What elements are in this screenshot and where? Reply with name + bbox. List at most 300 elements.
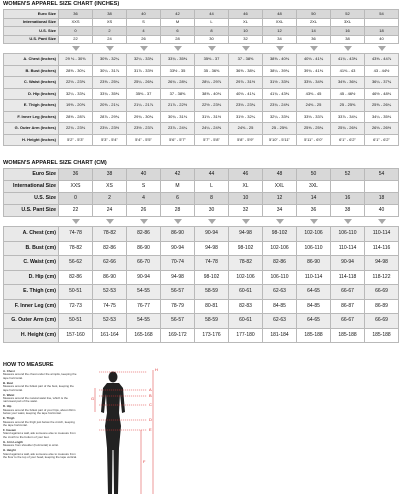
- measurement-cell: 21¼ - 21⅞: [127, 100, 161, 112]
- row-label: International Size: [4, 18, 59, 27]
- measurement-cell: 66-70: [127, 256, 161, 271]
- measurement-row: [4, 100, 399, 112]
- measurement-cell: 30¾ - 31⅛: [161, 111, 195, 123]
- row-label: International Size: [4, 181, 59, 193]
- size-cell: 30: [195, 35, 229, 44]
- size-cell: 28: [161, 35, 195, 44]
- size-cell: 2: [93, 193, 127, 205]
- measurement-cell: 24¼ - 24⅝: [195, 123, 229, 135]
- measurement-row: [4, 241, 399, 256]
- body-shape: [101, 383, 125, 494]
- size-cell: 52: [331, 169, 365, 181]
- figure-letter-label: G: [91, 396, 95, 401]
- measurement-cell: 5'11" - 6'0": [297, 134, 331, 146]
- measurement-row: [4, 77, 399, 89]
- size-cell: 42: [161, 10, 195, 19]
- size-cell: 0: [59, 27, 93, 36]
- row-label: E. Thigh (cm): [4, 285, 59, 300]
- measurement-row: [4, 270, 399, 285]
- measurement-cell: 29⅞ - 31½: [229, 77, 263, 89]
- size-cell: 40: [365, 205, 399, 217]
- measurement-cell: 5'8" - 5'9": [229, 134, 263, 146]
- measurement-cell: 31⅞ - 33½: [127, 65, 161, 77]
- measure-guide-list: [3, 370, 77, 498]
- size-cell: 42: [161, 169, 195, 181]
- header-row: [4, 27, 399, 36]
- measurement-cell: 5'3" - 5'4": [93, 134, 127, 146]
- size-cell: [331, 181, 365, 193]
- down-arrow-icon: [174, 46, 182, 51]
- measurement-cell: 37 - 38⅝: [161, 88, 195, 100]
- measurement-cell: 5'7" - 5'8": [195, 134, 229, 146]
- measure-guide-text: Stand against a wall, ask someone else to measure from the floor to the top of your head, keeping the tape vertical.: [3, 451, 77, 460]
- measure-guide-text: Measure around the fullest part of the bust, keeping the tape horizontal.: [3, 384, 74, 392]
- measurement-cell: 32¼ - 33⅛: [263, 111, 297, 123]
- header-row: [4, 169, 399, 181]
- size-cell: XXL: [263, 181, 297, 193]
- size-cell: 40: [127, 10, 161, 19]
- measurement-cell: 98-102: [229, 241, 263, 256]
- size-cell: 30: [195, 205, 229, 217]
- measurement-cell: 64-65: [297, 285, 331, 300]
- measurement-cell: 82-83: [229, 299, 263, 314]
- figure-letter-label: C: [149, 402, 152, 407]
- measure-guide-text: Measure around the chest under the armpits, keeping the tape horizontal.: [3, 372, 77, 380]
- measurement-cell: 82-86: [93, 241, 127, 256]
- measurement-cell: 33⅛ - 33⅞: [297, 111, 331, 123]
- measurement-cell: 19⅝ - 20⅝: [59, 100, 93, 112]
- measurement-cell: 110-114: [331, 241, 365, 256]
- arrow-row: [4, 217, 399, 227]
- measurement-cell: 6'1" - 6'2": [365, 134, 399, 146]
- measurement-row: [4, 111, 399, 123]
- size-cell: 54: [365, 169, 399, 181]
- size-cell: 38: [93, 10, 127, 19]
- measurement-cell: 76-77: [127, 299, 161, 314]
- measurement-cell: 82-86: [263, 256, 297, 271]
- measurement-cell: 20⅝ - 21¼: [93, 100, 127, 112]
- measurement-cell: 33⅞ - 34¼: [331, 111, 365, 123]
- down-arrow-icon: [106, 219, 114, 224]
- measurement-cell: 56-57: [161, 314, 195, 329]
- down-arrow-icon: [378, 219, 386, 224]
- row-label: B. Bust (cm): [4, 241, 59, 256]
- size-cell: XS: [93, 181, 127, 193]
- down-arrow-icon: [208, 219, 216, 224]
- measurement-cell: 54-55: [127, 314, 161, 329]
- down-arrow-icon: [174, 219, 182, 224]
- size-cell: 48: [263, 10, 297, 19]
- size-cell: 6: [161, 193, 195, 205]
- measurement-cell: 24⅝ - 25: [229, 123, 263, 135]
- measure-guide-title: G. Arm Length: [3, 439, 23, 444]
- size-cell: XXS: [59, 181, 93, 193]
- measurement-cell: 118-122: [365, 270, 399, 285]
- size-cell: 4: [127, 27, 161, 36]
- measurement-cell: 25 - 25⅝: [331, 100, 365, 112]
- measure-guide-title: C. Waist: [3, 392, 15, 397]
- size-cell: 10: [229, 27, 263, 36]
- row-label: H. Height (cm): [4, 328, 59, 343]
- header-row: [4, 18, 399, 27]
- figure-letter-label: A: [149, 387, 152, 392]
- size-cell: 38: [331, 205, 365, 217]
- size-cell: XL: [229, 18, 263, 27]
- measure-guide-item: [3, 405, 77, 415]
- down-arrow-icon: [276, 46, 284, 51]
- size-cell: 24: [93, 35, 127, 44]
- measurement-cell: 102-106: [263, 241, 297, 256]
- measurement-cell: 43⅜ - 44⅞: [365, 54, 399, 66]
- measurement-cell: 28⅞ - 29¾: [93, 111, 127, 123]
- measurement-cell: 38⅝ - 40⅛: [263, 54, 297, 66]
- measurement-cell: 25⅝ - 26¼: [365, 100, 399, 112]
- down-arrow-icon: [72, 219, 80, 224]
- measurement-row: [4, 227, 399, 242]
- inches-size-table: [3, 9, 399, 146]
- measurement-cell: 5'6" - 5'7": [161, 134, 195, 146]
- measurement-cell: 32¼ - 33¾: [127, 54, 161, 66]
- figure-letter-label: B: [149, 393, 152, 398]
- size-cell: 36: [297, 205, 331, 217]
- size-cell: 44: [195, 169, 229, 181]
- measure-guide-item: [3, 417, 77, 427]
- measurement-cell: 28¼ - 29⅞: [195, 77, 229, 89]
- measurement-cell: 23⅝ - 25¼: [93, 77, 127, 89]
- row-label: H. Height (Inches): [4, 134, 59, 146]
- measure-guide-item: [3, 449, 77, 459]
- size-cell: 14: [297, 27, 331, 36]
- measure-guide-item: [3, 370, 77, 380]
- size-cell: 16: [331, 193, 365, 205]
- measurement-cell: 6'1" - 6'2": [331, 134, 365, 146]
- measurement-cell: 45 - 46½: [331, 88, 365, 100]
- measurement-cell: 35⅜ - 37: [127, 88, 161, 100]
- measurement-cell: 78-82: [59, 241, 93, 256]
- size-cell: XXS: [59, 18, 93, 27]
- measurement-cell: 52-53: [93, 285, 127, 300]
- measurement-cell: 26⅛ - 26½: [365, 123, 399, 135]
- size-cell: L: [195, 181, 229, 193]
- size-cell: [365, 18, 399, 27]
- measurement-cell: 31⅛ - 31½: [195, 111, 229, 123]
- measure-guide-text: Measure around the thigh just below the crotch, keeping the tape horizontal.: [3, 419, 75, 428]
- measurement-row: [4, 256, 399, 271]
- measurement-cell: 41¾ - 43⅜: [263, 88, 297, 100]
- measure-guide-title: H. Height: [3, 448, 16, 453]
- measurement-cell: 43 - 44½: [365, 65, 399, 77]
- measurement-cell: 74-78: [195, 256, 229, 271]
- size-cell: 4: [127, 193, 161, 205]
- down-arrow-icon: [140, 46, 148, 51]
- measurement-cell: 29 ⅛ - 30⅝: [59, 54, 93, 66]
- size-cell: 52: [331, 10, 365, 19]
- size-cell: 22: [59, 205, 93, 217]
- measurement-cell: 94-98: [365, 256, 399, 271]
- measure-guide-title: E. Thigh: [3, 416, 15, 421]
- size-cell: 16: [331, 27, 365, 36]
- measurement-cell: 66-67: [331, 285, 365, 300]
- measurement-cell: 60-61: [229, 285, 263, 300]
- size-cell: 36: [59, 10, 93, 19]
- size-cell: M: [161, 181, 195, 193]
- measurement-cell: 46½ - 48⅛: [365, 88, 399, 100]
- measurement-cell: 106-110: [297, 241, 331, 256]
- how-to-measure-section: [3, 362, 163, 498]
- down-arrow-icon: [242, 46, 250, 51]
- measurement-cell: 64-65: [297, 314, 331, 329]
- header-row: [4, 181, 399, 193]
- measurement-row: [4, 88, 399, 100]
- measurement-cell: 22⅛ - 23⅝: [59, 77, 93, 89]
- measurement-cell: 106-110: [331, 227, 365, 242]
- size-cell: 26: [127, 205, 161, 217]
- measure-guide-title: F. Inseam: [3, 428, 17, 433]
- measurement-cell: 35⅜ - 37: [195, 54, 229, 66]
- measurement-cell: 86-87: [331, 299, 365, 314]
- measurement-cell: 98-102: [263, 227, 297, 242]
- measurement-cell: 185-188: [331, 328, 365, 343]
- measurement-cell: 84-85: [263, 299, 297, 314]
- measurement-cell: 56-57: [161, 285, 195, 300]
- header-row: [4, 205, 399, 217]
- row-label: U.S. Size: [4, 193, 59, 205]
- size-cell: 40: [127, 169, 161, 181]
- measurement-cell: 38¼ - 39¾: [263, 65, 297, 77]
- measurement-cell: 60-61: [229, 314, 263, 329]
- measurement-cell: 62-63: [263, 314, 297, 329]
- measurement-row: [4, 285, 399, 300]
- measurement-cell: 110-114: [297, 270, 331, 285]
- measurement-cell: 86-90: [127, 241, 161, 256]
- measurement-cell: 185-188: [297, 328, 331, 343]
- measurement-cell: 90-94: [331, 256, 365, 271]
- size-cell: S: [127, 181, 161, 193]
- down-arrow-icon: [140, 219, 148, 224]
- figure-letter-label: F: [143, 459, 146, 464]
- measurement-cell: 41¾ - 43⅜: [331, 54, 365, 66]
- body-silhouette-figure: [83, 368, 159, 498]
- measurement-row: [4, 65, 399, 77]
- measurement-cell: 36¼ - 37¾: [365, 77, 399, 89]
- measurement-cell: 54-55: [127, 285, 161, 300]
- arrow-row: [4, 44, 399, 54]
- size-cell: 46: [229, 10, 263, 19]
- size-cell: 12: [263, 193, 297, 205]
- measurement-cell: 50-51: [59, 314, 93, 329]
- figure-letter-label: H: [155, 368, 158, 372]
- down-arrow-icon: [242, 219, 250, 224]
- measurement-cell: 80-81: [195, 299, 229, 314]
- measurement-cell: 25 - 25⅜: [263, 123, 297, 135]
- measurement-cell: 34¼ - 35⅛: [365, 111, 399, 123]
- size-cell: 10: [229, 193, 263, 205]
- measurement-cell: 5'2" - 5'3": [59, 134, 93, 146]
- measurement-cell: 25¼ - 26¾: [127, 77, 161, 89]
- size-cell: 3XL: [297, 181, 331, 193]
- row-label: D. Hip (cm): [4, 270, 59, 285]
- measurement-cell: 98-102: [195, 270, 229, 285]
- row-label: E. Thigh (Inches): [4, 100, 59, 112]
- measurement-row: [4, 328, 399, 343]
- measurement-cell: 94-98: [229, 227, 263, 242]
- size-cell: 32: [229, 35, 263, 44]
- down-arrow-icon: [344, 219, 352, 224]
- measurement-cell: 36⅝ - 38¼: [229, 65, 263, 77]
- down-arrow-icon: [208, 46, 216, 51]
- measurement-row: [4, 54, 399, 66]
- measurement-cell: 86-90: [297, 256, 331, 271]
- measurement-cell: 72-73: [59, 299, 93, 314]
- measurement-cell: 102-106: [297, 227, 331, 242]
- measurement-cell: 50-51: [59, 285, 93, 300]
- measurement-cell: 177-180: [229, 328, 263, 343]
- row-label: U.S. Pant Size: [4, 205, 59, 217]
- measurement-row: [4, 123, 399, 135]
- measurement-cell: 78-82: [229, 256, 263, 271]
- row-label: F. Inner Leg (cm): [4, 299, 59, 314]
- measurement-cell: 31½ - 33⅛: [263, 77, 297, 89]
- measurement-cell: 34⅝ - 36¼: [331, 77, 365, 89]
- header-row: [4, 10, 399, 19]
- size-cell: 48: [263, 169, 297, 181]
- measurement-cell: 33⅛ - 34⅝: [297, 77, 331, 89]
- measurement-cell: 181-184: [263, 328, 297, 343]
- size-cell: 0: [59, 193, 93, 205]
- measurement-cell: 86-89: [365, 299, 399, 314]
- measurement-cell: 157-160: [59, 328, 93, 343]
- measurement-cell: 37 - 38⅝: [229, 54, 263, 66]
- measurement-cell: 40⅛ - 41¾: [229, 88, 263, 100]
- size-cell: 6: [161, 27, 195, 36]
- measurement-cell: 33¾ - 35⅜: [161, 54, 195, 66]
- figure-letter-label: D: [149, 417, 152, 422]
- row-label: A. Chest (cm): [4, 227, 59, 242]
- measurement-cell: 173-176: [195, 328, 229, 343]
- measure-guide-title: D. Hip: [3, 404, 12, 409]
- row-label: G. Outer Arm (cm): [4, 314, 59, 329]
- row-label: Euro Size: [4, 169, 59, 181]
- measurement-cell: 28⅝ - 30¼: [59, 65, 93, 77]
- measurement-cell: 39¾ - 41⅜: [297, 65, 331, 77]
- size-cell: 26: [127, 35, 161, 44]
- measurement-cell: 33¾ - 35⅜: [93, 88, 127, 100]
- size-cell: 32: [229, 205, 263, 217]
- figure-letter-label: E: [149, 427, 152, 432]
- measure-guide-text: Stand against a wall, ask someone else to measure from the crotch to the bottom of your feet.: [3, 431, 76, 439]
- size-cell: XXL: [263, 18, 297, 27]
- measurement-cell: 114-118: [331, 270, 365, 285]
- measurement-row: [4, 134, 399, 146]
- head-shape: [109, 372, 118, 383]
- measure-guide-title: B. Bust: [3, 380, 14, 385]
- measurement-cell: 78-82: [93, 227, 127, 242]
- header-row: [4, 193, 399, 205]
- measurement-cell: 58-59: [195, 314, 229, 329]
- measurement-cell: 22¾ - 23⅛: [59, 123, 93, 135]
- size-cell: 34: [263, 35, 297, 44]
- measurement-cell: 23⅛ - 23½: [93, 123, 127, 135]
- measurement-cell: 23⅛ - 23¾: [229, 100, 263, 112]
- measurement-cell: 90-94: [195, 227, 229, 242]
- size-cell: 24: [93, 205, 127, 217]
- measurement-cell: 74-75: [93, 299, 127, 314]
- down-arrow-icon: [310, 46, 318, 51]
- measure-guide-item: [3, 394, 77, 404]
- row-label: D. Hip (Inches): [4, 88, 59, 100]
- measure-guide-item: [3, 429, 77, 439]
- measurement-cell: 23¾ - 24⅜: [263, 100, 297, 112]
- measurement-cell: 38⅝ - 40⅛: [195, 88, 229, 100]
- size-cell: 3XL: [331, 18, 365, 27]
- measure-guide-item: [3, 441, 77, 448]
- down-arrow-icon: [276, 219, 284, 224]
- measurement-cell: 23½ - 23⅞: [127, 123, 161, 135]
- size-cell: 50: [297, 10, 331, 19]
- measurement-cell: 23⅞ - 24¼: [161, 123, 195, 135]
- row-label: F. Inner Leg (Inches): [4, 111, 59, 123]
- size-cell: 14: [297, 193, 331, 205]
- measurement-cell: 35 - 36⅝: [195, 65, 229, 77]
- measurement-cell: 161-164: [93, 328, 127, 343]
- measurement-cell: 43⅜ - 45: [297, 88, 331, 100]
- measurement-cell: 114-116: [365, 241, 399, 256]
- row-label: B. Bust (Inches): [4, 65, 59, 77]
- measure-guide-text: Measure from shoulder (horizontal) to wrist.: [3, 443, 59, 448]
- measure-guide-text: Measure around the natural waist line, which is the narrowest part of the waist.: [3, 396, 68, 404]
- measurement-cell: 110-114: [365, 227, 399, 242]
- measurement-cell: 185-188: [365, 328, 399, 343]
- measurement-cell: 29¾ - 30¾: [127, 111, 161, 123]
- measurement-cell: 24⅜ - 25: [297, 100, 331, 112]
- measurement-cell: 82-86: [59, 270, 93, 285]
- measurement-row: [4, 299, 399, 314]
- measurement-cell: 25⅜ - 25¾: [297, 123, 331, 135]
- row-label: C. Waist (Inches): [4, 77, 59, 89]
- size-cell: 44: [195, 10, 229, 19]
- size-cell: 46: [229, 169, 263, 181]
- size-cell: M: [161, 18, 195, 27]
- measurement-cell: 86-90: [93, 270, 127, 285]
- header-row: [4, 35, 399, 44]
- measurement-cell: 58-59: [195, 285, 229, 300]
- measurement-cell: 62-66: [93, 256, 127, 271]
- measurement-cell: 40⅛ - 41¾: [297, 54, 331, 66]
- down-arrow-icon: [344, 46, 352, 51]
- size-cell: 2XL: [297, 18, 331, 27]
- measurement-cell: 56-62: [59, 256, 93, 271]
- size-cell: 22: [59, 35, 93, 44]
- measurement-cell: 32¼ - 33¾: [59, 88, 93, 100]
- measurement-cell: 94-98: [195, 241, 229, 256]
- measurement-cell: 90-94: [127, 270, 161, 285]
- down-arrow-icon: [310, 219, 318, 224]
- measurement-cell: 102-106: [229, 270, 263, 285]
- size-cell: 50: [297, 169, 331, 181]
- down-arrow-icon: [378, 46, 386, 51]
- measurement-cell: 30⅝ - 32¼: [93, 54, 127, 66]
- row-label: G. Outer Arm (Inches): [4, 123, 59, 135]
- measurement-cell: 94-98: [161, 270, 195, 285]
- measurement-cell: 84-85: [297, 299, 331, 314]
- down-arrow-icon: [106, 46, 114, 51]
- measurement-cell: 66-67: [331, 314, 365, 329]
- size-cell: 8: [195, 193, 229, 205]
- size-cell: L: [195, 18, 229, 27]
- measurement-cell: 31½ - 32¼: [229, 111, 263, 123]
- measurement-cell: 74-78: [59, 227, 93, 242]
- size-cell: 18: [365, 193, 399, 205]
